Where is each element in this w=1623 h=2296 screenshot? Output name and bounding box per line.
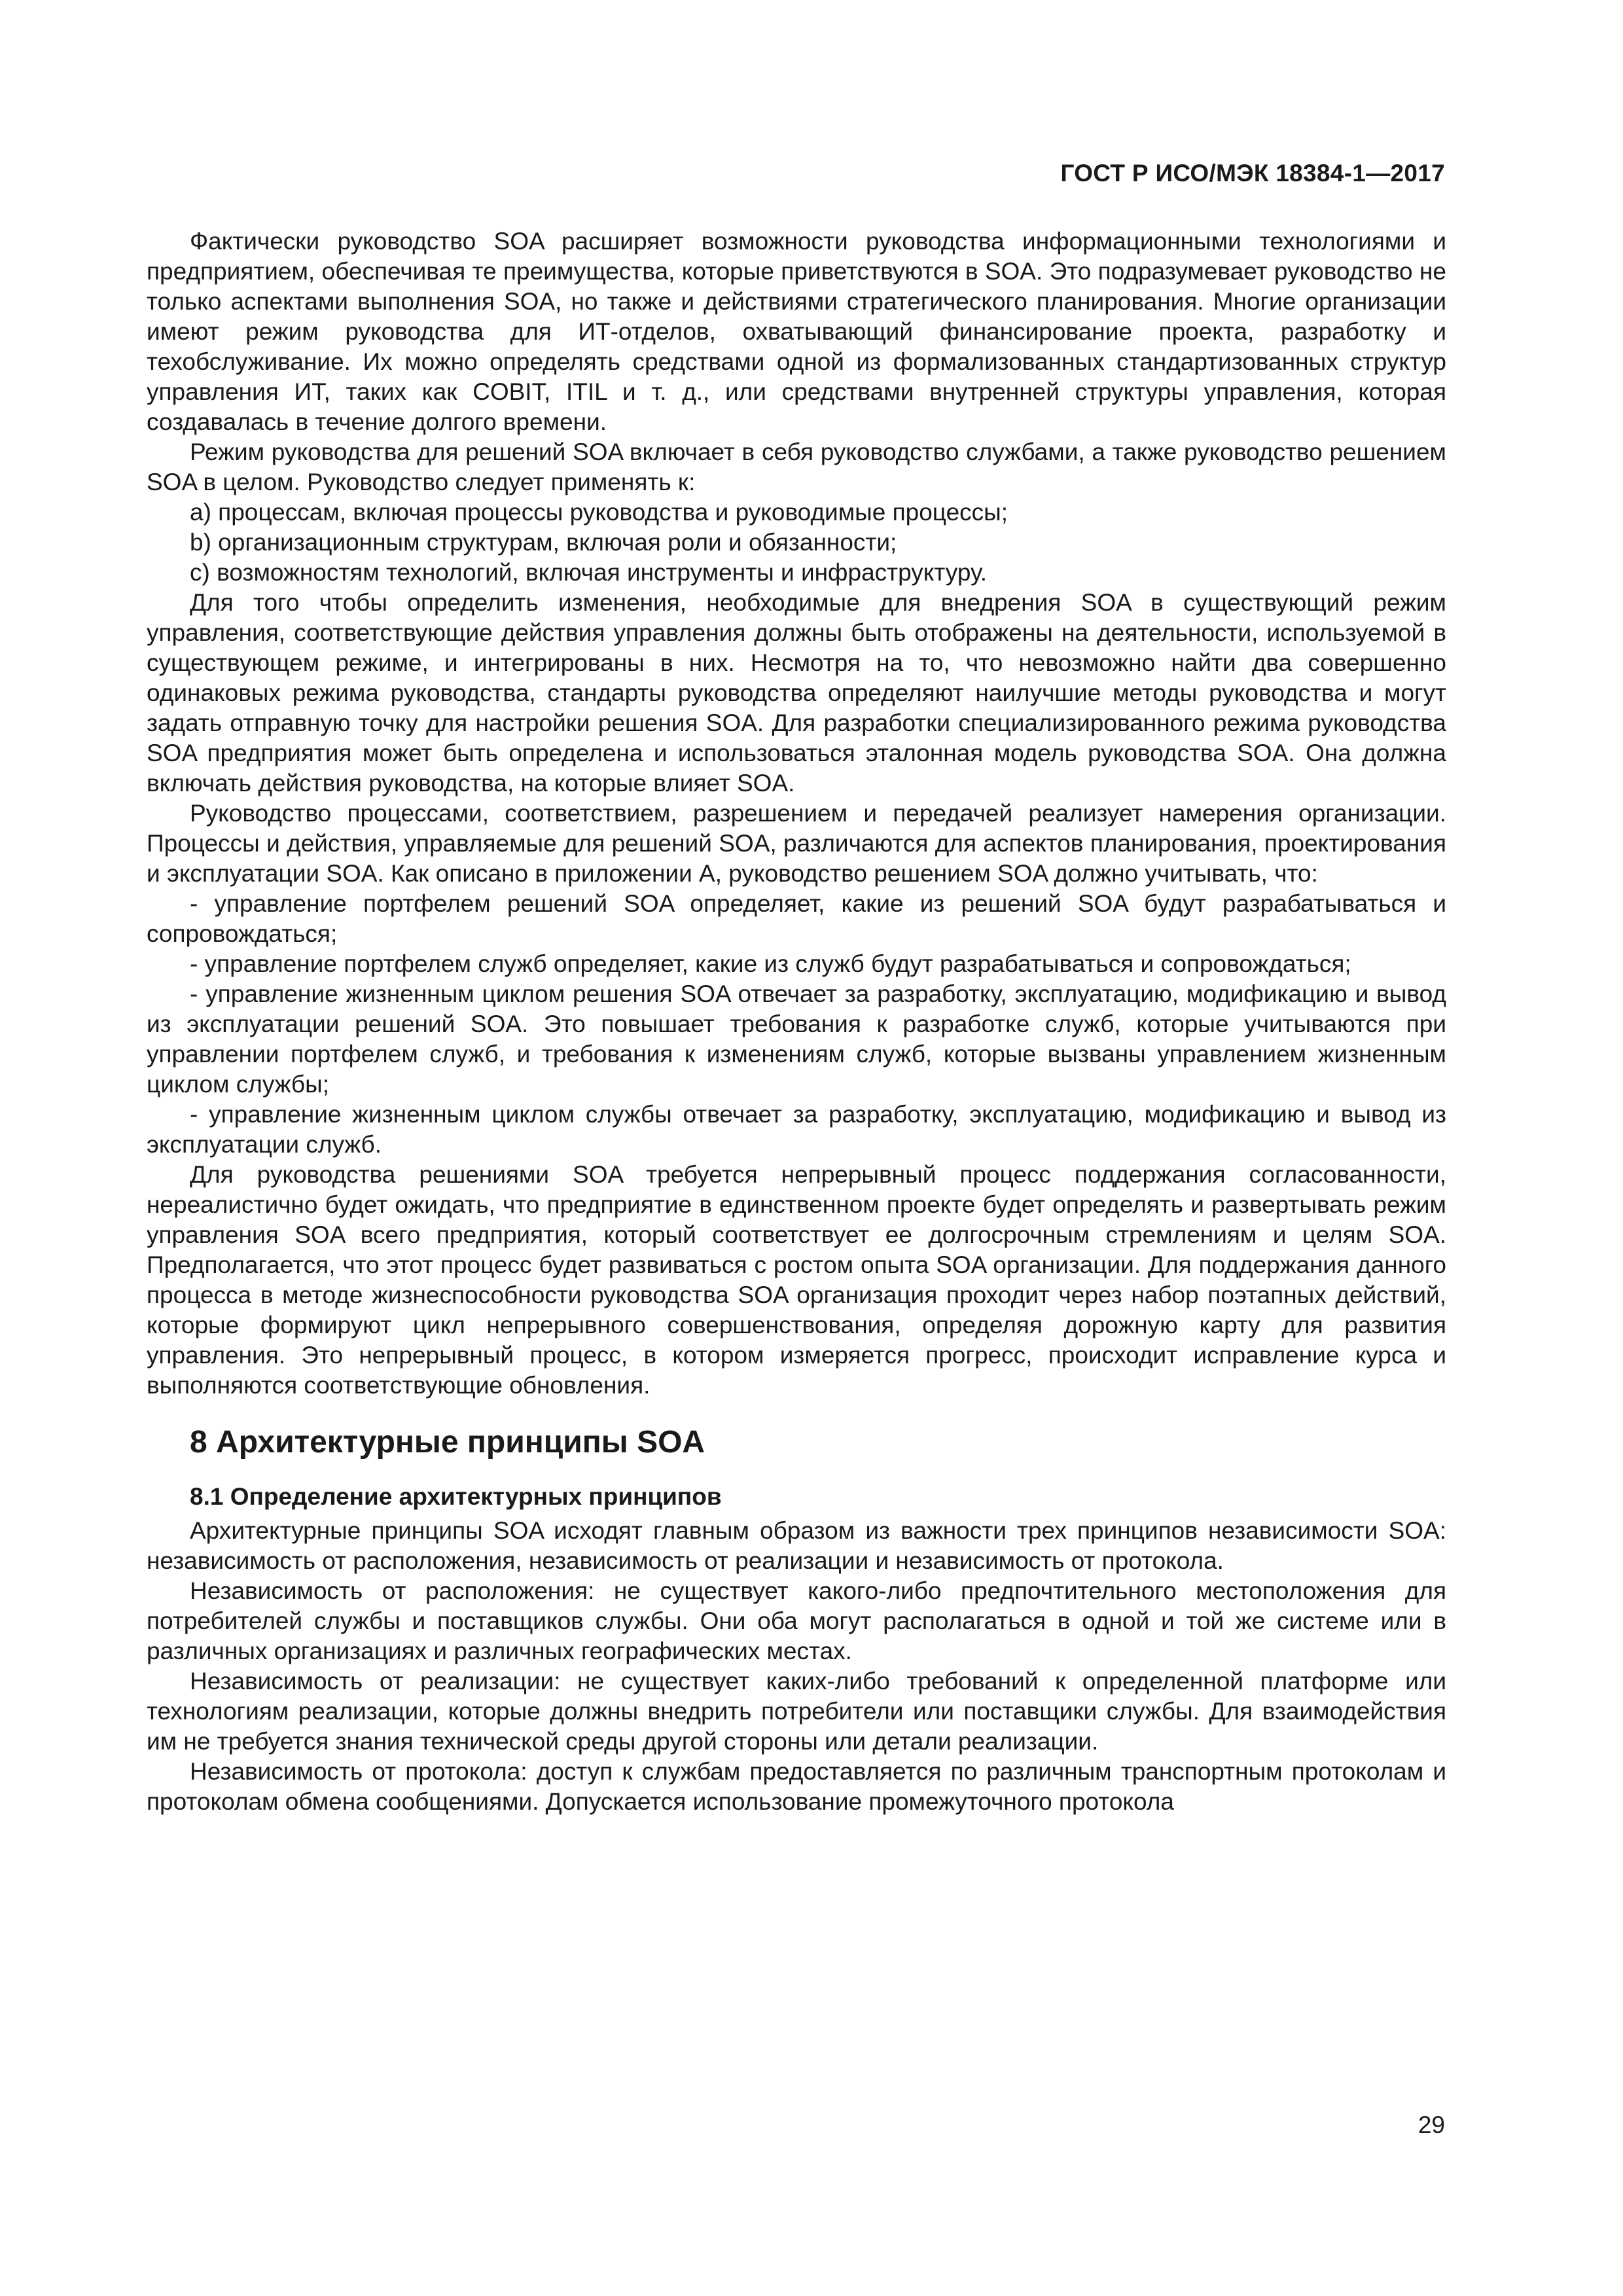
- paragraph: Для того чтобы определить изменения, необходимые для внедрения SOA в существующий режим управления, соответствующие действия управления должны быть отображены на деятельности, используемой в существующем режиме, и интегрированы в них. Несмотря на то, что невозможно найти два совершенно одинаковых режима руководства, стандарты руководства определяют наилучшие методы руководства и могут задать отправную точку для настройки решения SOA. Для разработки специализированного режима руководства SOA предприятия может быть определена и использоваться эталонная модель руководства SOA. Она должна включать действия руководства, на которые влияет SOA.: [147, 589, 1446, 797]
- paragraph: Независимость от реализации: не существует каких-либо требований к определенной платформе или технологиям реализации, которые должны внедрить потребители или поставщики службы. Для взаимодействия им не требуется знания технической среды другой стороны или детали реализации.: [147, 1668, 1446, 1755]
- paragraph: Для руководства решениями SOA требуется непрерывный процесс поддержания согласованности, нереалистично будет ожидать, что предприятие в единственном проекте будет определять и развертывать режим управления SOA всего предприятия, который соответствует ее долгосрочным стремлениям и целям SOA. Предполагается, что этот процесс будет развиваться с ростом опыта SOA организации. Для поддержания данного процесса в методе жизнеспособности руководства SOA организация проходит через набор поэтапных действий, которые формируют цикл непрерывного совершенствования, определяя дорожную карту для развития управления. Это непрерывный процесс, в котором измеряется прогресс, происходит исправление курса и выполняются соответствующие обновления.: [147, 1161, 1446, 1399]
- body-text-bottom: [147, 1516, 1446, 1817]
- paragraph: Архитектурные принципы SOA исходят главным образом из важности трех принципов независимости SOA: независимость от расположения, независимость от реализации и независимость от протокола.: [147, 1517, 1446, 1574]
- list-item: c) возможностям технологий, включая инструменты и инфраструктуру.: [190, 559, 988, 586]
- paragraph: Руководство процессами, соответствием, разрешением и передачей реализует намерения организации. Процессы и действия, управляемые для решений SOA, различаются для аспектов планирования, проектирования и эксплуатации SOA. Как описано в приложении А, руководство решением SOA должно учитывать, что:: [147, 800, 1446, 887]
- list-item: a) процессам, включая процессы руководства и руководимые процессы;: [190, 499, 1008, 526]
- body-text-top: [147, 226, 1446, 1401]
- paragraph: Режим руководства для решений SOA включает в себя руководство службами, а также руководство решением SOA в целом. Руководство следует применять к:: [147, 439, 1446, 495]
- section-heading: 8 Архитектурные принципы SOA: [190, 1425, 705, 1460]
- list-item: - управление портфелем решений SOA определяет, какие из решений SOA будут разрабатываться и сопровождаться;: [147, 890, 1446, 947]
- page-number: 29: [1418, 2111, 1445, 2138]
- subsection-heading: 8.1 Определение архитектурных принципов: [190, 1483, 722, 1510]
- paragraph: Фактически руководство SOA расширяет возможности руководства информационными технологиями и предприятием, обеспечивая те преимущества, которые приветствуются в SOA. Это подразумевает руководство не только аспектами выполнения SOA, но также и действиями стратегического планирования. Многие организации имеют режим руководства для ИТ-отделов, охватывающий финансирование проекта, разработку и техобслуживание. Их можно определять средствами одной из формализованных стандартизованных структур управления ИТ, таких как COBIT, ITIL и т. д., или средствами внутренней структуры управления, которая создавалась в течение долгого времени.: [147, 228, 1446, 435]
- list-item: - управление портфелем служб определяет, какие из служб будут разрабатываться и сопровождаться;: [190, 950, 1351, 977]
- list-item: b) организационным структурам, включая роли и обязанности;: [190, 529, 897, 556]
- list-item: - управление жизненным циклом решения SOA отвечает за разработку, эксплуатацию, модификацию и вывод из эксплуатации решений SOA. Это повышает требования к разработке служб, которые учитываются при управлении портфелем служб, и требования к изменениям служб, которые вызваны управлением жизненным циклом службы;: [147, 980, 1446, 1098]
- paragraph: Независимость от протокола: доступ к службам предоставляется по различным транспортным протоколам и протоколам обмена сообщениями. Допускается использование промежуточного протокола: [147, 1758, 1446, 1815]
- list-item: - управление жизненным циклом службы отвечает за разработку, эксплуатацию, модификацию и вывод из эксплуатации служб.: [147, 1101, 1446, 1158]
- page-content: [147, 226, 1446, 1817]
- paragraph: Независимость от расположения: не существует какого-либо предпочтительного местоположения для потребителей службы и поставщиков службы. Они оба могут располагаться в одной и той же системе или в различных организациях и различных географических местах.: [147, 1577, 1446, 1664]
- document-header: ГОСТ Р ИСО/МЭК 18384-1—2017: [1060, 160, 1445, 187]
